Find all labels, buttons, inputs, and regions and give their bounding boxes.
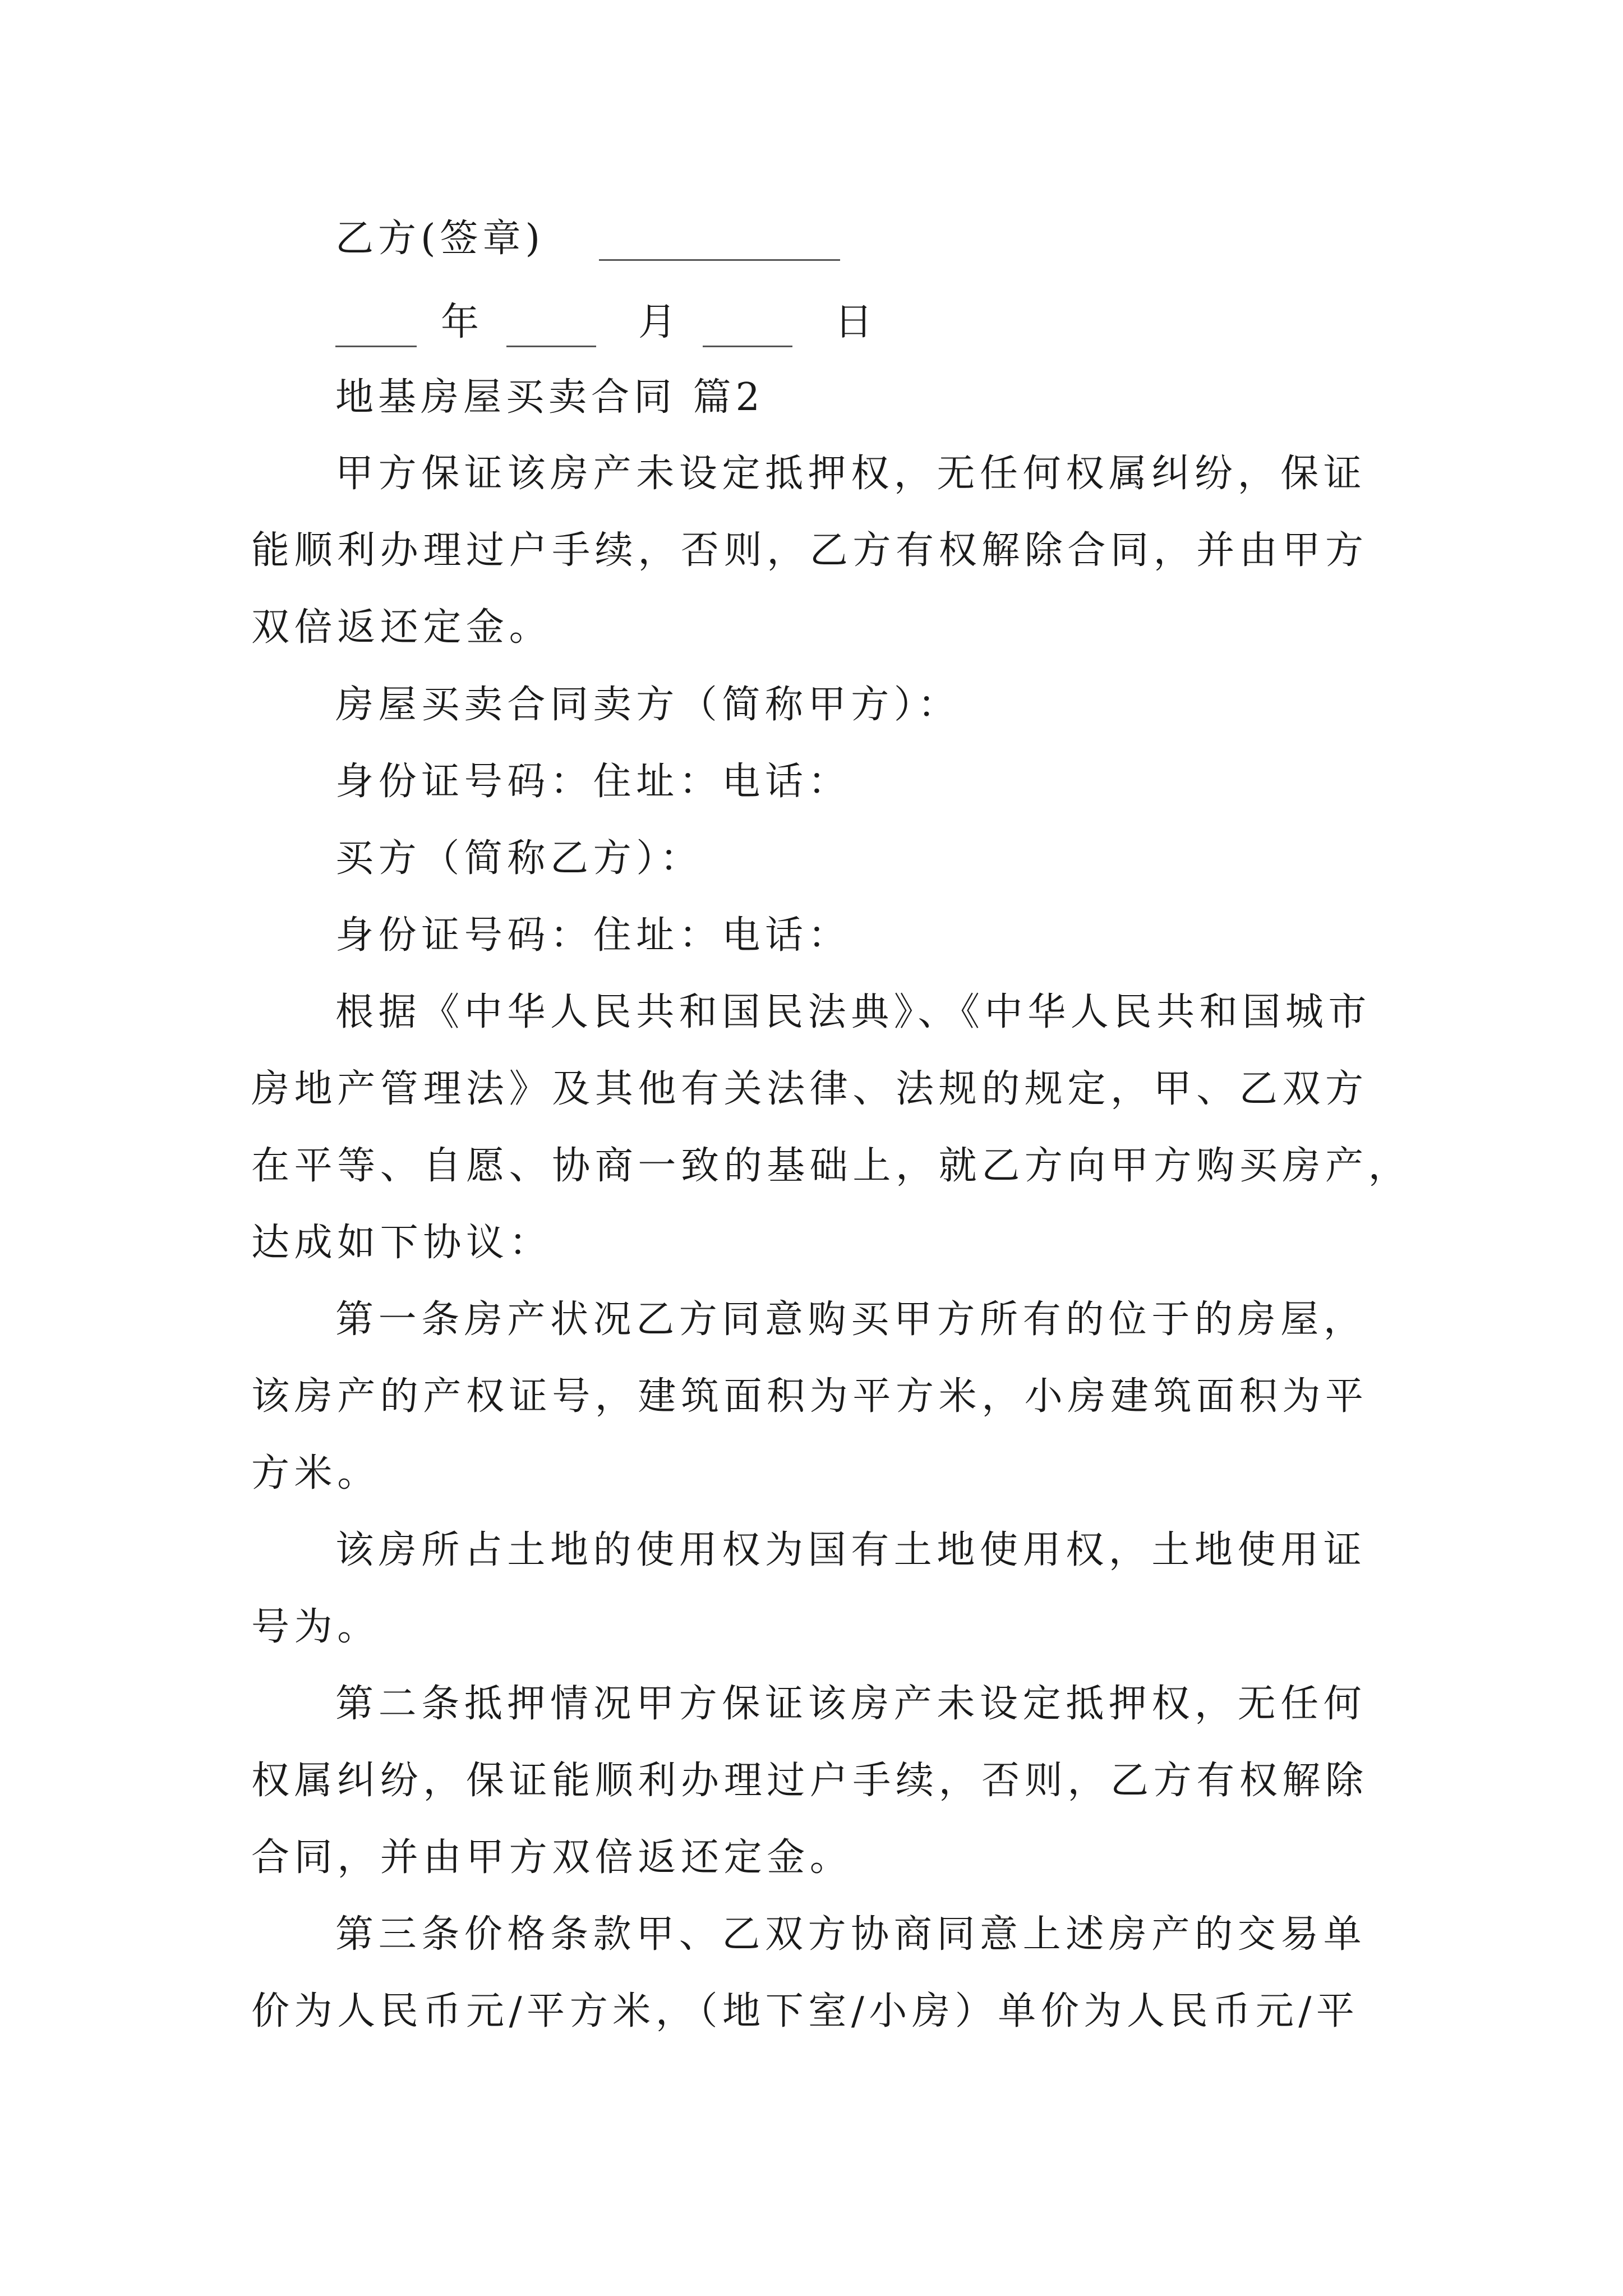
date-row xyxy=(335,286,952,359)
paragraph-article-2 xyxy=(251,1665,1368,1896)
paragraph-line: 权属纠纷，保证能顺利办理过户手续，否则，乙方有权解除 xyxy=(251,1759,1368,1803)
year-char: 年 xyxy=(441,300,479,344)
month-char: 月 xyxy=(638,300,677,344)
paragraph-line: 达成如下协议： xyxy=(251,1221,552,1265)
paragraph-line: 在平等、自愿、协商一致的基础上，就乙方向甲方购买房产， xyxy=(251,1144,1412,1188)
day-blank-line xyxy=(703,346,792,347)
paragraph-article-1 xyxy=(251,1281,1368,1512)
paragraph-line: 根据《中华人民共和国民法典》、《中华人民共和国城市 xyxy=(335,990,1372,1034)
paragraph-line: 该房产的产权证号，建筑面积为平方米，小房建筑面积为平 xyxy=(251,1374,1368,1419)
paragraph-seller-id xyxy=(251,743,851,820)
paragraph-line: 合同，并由甲方双倍返还定金。 xyxy=(251,1835,853,1880)
paragraph-line: 价为人民币元/平方米，（地下室/小房）单价为人民币元/平 xyxy=(251,1989,1359,2033)
paragraph-line: 第三条价格条款甲、乙双方协商同意上述房产的交易单 xyxy=(335,1912,1367,1957)
paragraph-line: 身份证号码：住址：电话： xyxy=(335,760,851,804)
signature-blank-line xyxy=(599,259,840,261)
day-char: 日 xyxy=(834,300,873,344)
paragraph-article-3 xyxy=(251,1896,1366,2050)
paragraph-line: 房地产管理法》及其他有关法律、法规的规定，甲、乙双方 xyxy=(251,1067,1368,1111)
paragraph-line: 身份证号码：住址：电话： xyxy=(335,913,851,958)
paragraph-line: 双倍返还定金。 xyxy=(251,605,552,650)
paragraph-line: 第二条抵押情况甲方保证该房产未设定抵押权，无任何 xyxy=(335,1682,1367,1726)
paragraph-line: 房屋买卖合同卖方（简称甲方）： xyxy=(335,683,961,727)
paragraph-line: 第一条房产状况乙方同意购买甲方所有的位于的房屋， xyxy=(335,1297,1367,1342)
section-heading: 地基房屋买卖合同 篇2 xyxy=(335,375,764,420)
paragraph-line: 方米。 xyxy=(251,1451,380,1496)
paragraph-land-use xyxy=(251,1512,1366,1665)
paragraph-line: 能顺利办理过户手续，否则，乙方有权解除合同，并由甲方 xyxy=(251,528,1368,573)
paragraph-guarantee xyxy=(251,435,1368,666)
paragraph-buyer xyxy=(251,820,703,897)
paragraph-line: 号为。 xyxy=(251,1605,380,1649)
paragraph-legal-basis xyxy=(251,974,1411,1281)
year-blank-line xyxy=(335,346,417,347)
paragraph-line: 该房所占土地的使用权为国有土地使用权，土地使用证 xyxy=(335,1528,1367,1572)
paragraph-line: 甲方保证该房产未设定抵押权，无任何权属纠纷，保证 xyxy=(335,452,1367,496)
month-blank-line xyxy=(506,346,596,347)
signature-label: 乙方(签章) xyxy=(335,217,545,261)
paragraph-seller xyxy=(251,666,961,743)
paragraph-line: 买方（简称乙方）： xyxy=(335,836,703,881)
paragraph-buyer-id xyxy=(251,897,851,974)
